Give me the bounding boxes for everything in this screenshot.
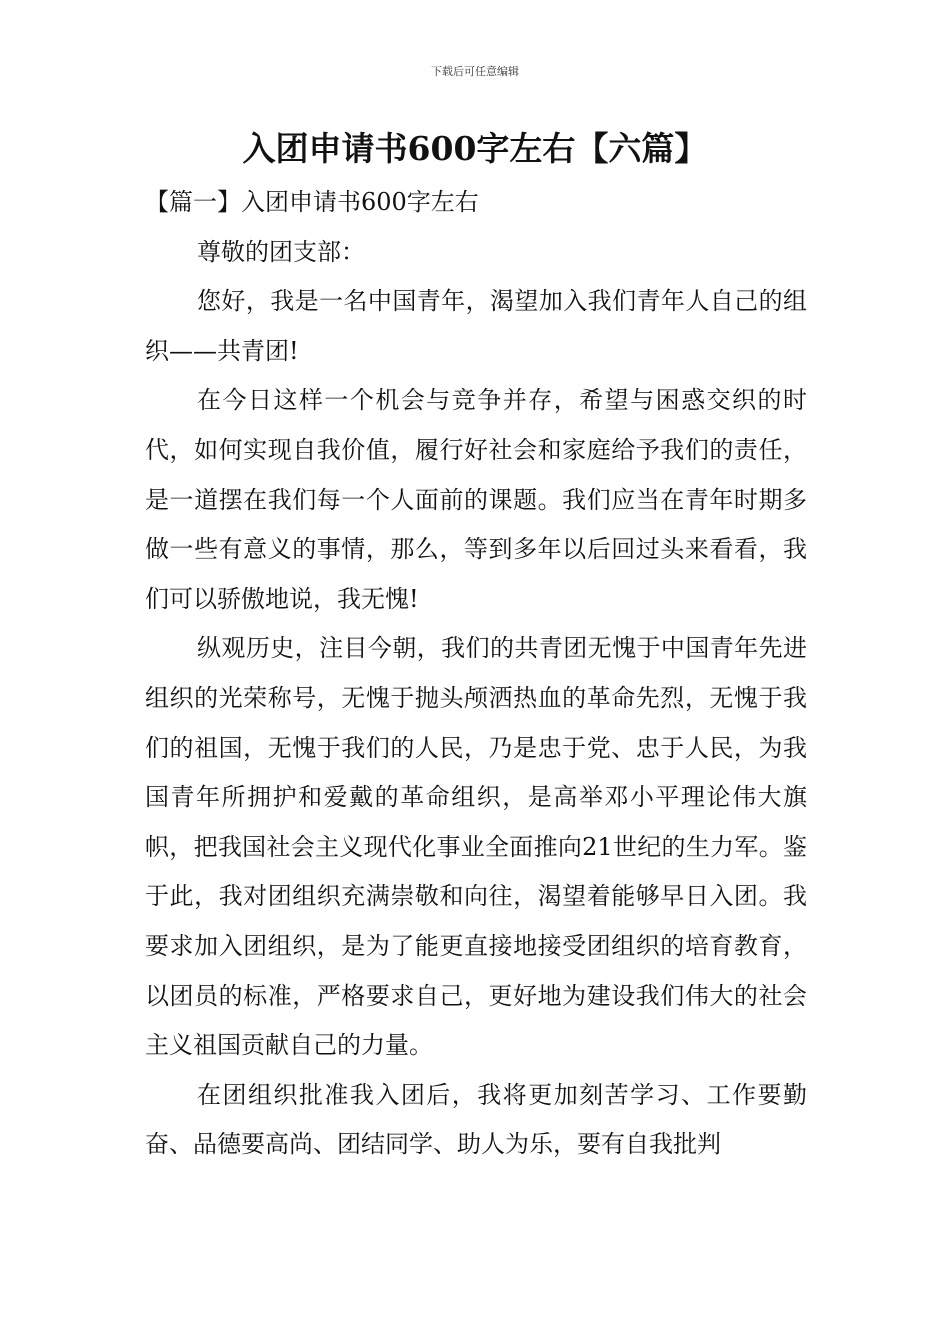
paragraph-4: 在团组织批准我入团后，我将更加刻苦学习、工作要勤奋、品德要高尚、团结同学、助人为乐，要有自我批判 — [145, 1080, 807, 1159]
header-note: 下载后可任意编辑 — [431, 65, 519, 78]
document-title: 入团申请书600字左右【六篇】 — [242, 129, 708, 168]
paragraph-1: 您好，我是一名中国青年，渴望加入我们青年人自己的组织——共青团! — [145, 287, 807, 365]
salutation: 尊敬的团支部： — [197, 237, 365, 266]
paragraph-2: 在今日这样一个机会与竞争并存，希望与困惑交织的时代，如何实现自我价值，履行好社会和家庭给予我们的责任，是一道摆在我们每一个人面前的课题。我们应当在青年时期多做一些有意义的事情，那么，等到多年以后回过头来看看，我们可以骄傲地说，我无愧! — [145, 386, 807, 613]
paragraph-3: 纵观历史，注目今朝，我们的共青团无愧于中国青年先进组织的光荣称号，无愧于抛头颅洒热血的革命先烈，无愧于我们的祖国，无愧于我们的人民，乃是忠于党、忠于人民，为我国青年所拥护和爱戴的革命组织，是高举邓小平理论伟大旗帜，把我国社会主义现代化事业全面推向21世纪的生力军。鉴于此，我对团组织充满崇敬和向往，渴望着能够早日入团。我要求加入团组织，是为了能更直接地接受团组织的培育教育，以团员的标准，严格要求自己，更好地为建设我们伟大的社会主义祖国贡献自己的力量。 — [145, 634, 807, 1060]
section-heading: 【篇一】入团申请书600字左右 — [145, 188, 479, 216]
document-body — [145, 178, 807, 1170]
